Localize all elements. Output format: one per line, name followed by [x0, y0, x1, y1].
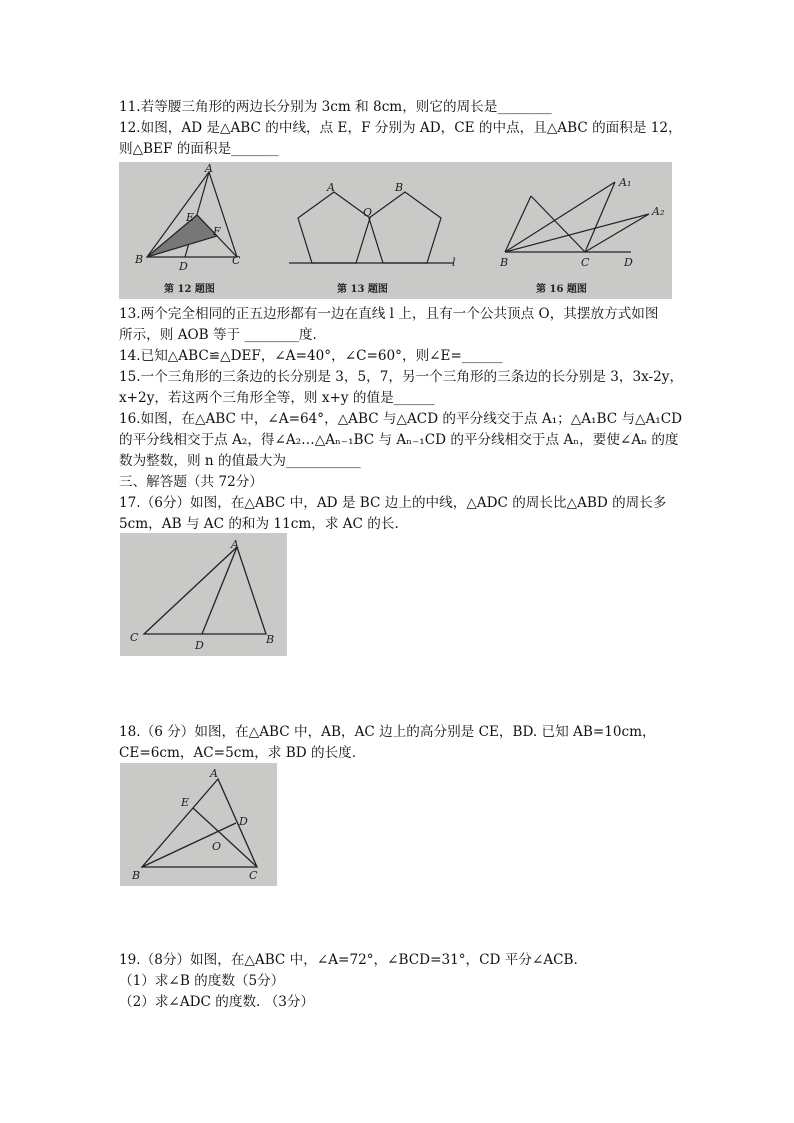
question-12-line-2: 则△BEF 的面积是_______ — [119, 141, 279, 157]
fig16-line-ba2 — [505, 214, 649, 252]
fig18-label-o: O — [212, 840, 222, 853]
caption-fig-12: 第 12 题图 — [164, 284, 215, 295]
question-18-line-2: CE=6cm，AC=5cm，求 BD 的长度. — [119, 745, 357, 761]
figure-18-svg — [120, 763, 277, 886]
question-14: 14.已知△ABC≌△DEF，∠A=40°，∠C=60°，则∠E=______ — [119, 348, 503, 364]
fig16-label-c: C — [581, 256, 590, 269]
figure-17 — [120, 533, 287, 656]
fig12-label-c: C — [232, 254, 241, 267]
fig17-label-a: A — [231, 538, 239, 551]
question-19-part-2: （2）求∠ADC 的度数. （3分） — [119, 994, 315, 1010]
fig16-label-a2: A₂ — [652, 205, 665, 218]
fig18-label-c: C — [249, 869, 258, 882]
fig13-pentagon-left — [298, 192, 373, 263]
question-17-line-2: 5cm，AB 与 AC 的和为 11cm，求 AC 的长. — [119, 516, 399, 532]
question-15-line-1: 15.一个三角形的三条边的长分别是 3，5，7，另一个三角形的三条边的长分别是 3，3x-2y， — [119, 369, 684, 385]
figure-strip-12-13-16 — [119, 162, 672, 299]
question-16-line-3: 数为整数，则 n 的值最大为___________ — [119, 453, 361, 469]
question-19-line-1: 19.（8分）如图，在△ABC 中，∠A=72°，∠BCD=31°，CD 平分∠ACB. — [119, 952, 578, 968]
fig18-label-b: B — [132, 869, 141, 882]
fig13-label-o: O — [363, 206, 373, 219]
question-17-line-1: 17.（6分）如图，在△ABC 中，AD 是 BC 边上的中线，△ADC 的周长比△ABD 的周长多 — [119, 495, 667, 511]
fig13-label-b: B — [395, 181, 404, 194]
figure-strip-svg — [119, 162, 672, 299]
question-19-part-1: （1）求∠B 的度数（5分） — [119, 973, 285, 989]
figure-17-svg — [120, 533, 287, 656]
fig12-label-a: A — [205, 162, 213, 175]
fig16-label-b: B — [500, 256, 509, 269]
fig17-label-b: B — [266, 633, 275, 646]
question-15-line-2: x+2y，若这两个三角形全等，则 x+y 的值是______ — [119, 390, 435, 406]
fig17-label-c: C — [130, 631, 139, 644]
fig13-label-a: A — [327, 181, 335, 194]
fig16-label-d: D — [624, 256, 633, 269]
question-11: 11.若等腰三角形的两边长分别为 3cm 和 8cm，则它的周长是________ — [119, 99, 552, 115]
section-heading-3: 三、解答题（共 72分） — [119, 474, 263, 490]
question-13-line-2: 所示，则 AOB 等于 ________度. — [119, 327, 317, 343]
fig12-label-d: D — [179, 260, 188, 273]
fig17-median-ad — [202, 547, 237, 634]
fig18-label-d: D — [239, 815, 248, 828]
fig12-label-f: F — [213, 225, 221, 238]
fig18-label-e: E — [181, 796, 190, 809]
fig12-shaded-bef — [147, 215, 217, 257]
fig18-label-a: A — [210, 767, 218, 780]
question-13-line-1: 13.两个完全相同的正五边形都有一边在直线 l 上，且有一个公共顶点 O，其摆放方式如图 — [119, 306, 659, 322]
fig16-label-a1: A₁ — [619, 176, 632, 189]
fig17-triangle-abc — [144, 547, 266, 634]
fig17-label-d: D — [195, 639, 204, 652]
fig18-altitude-bd — [142, 823, 236, 867]
caption-fig-16: 第 16 题图 — [536, 284, 587, 295]
figure-18 — [120, 763, 277, 886]
fig13-label-l: l — [452, 256, 456, 269]
question-18-line-1: 18.（6 分）如图，在△ABC 中，AB，AC 边上的高分别是 CE，BD. 已知 AB=10cm， — [119, 724, 656, 740]
question-16-line-1: 16.如图，在△ABC 中，∠A=64°，△ABC 与△ACD 的平分线交于点 A₁；△A₁BC 与△A₁CD — [119, 411, 683, 427]
fig13-pentagon-right — [369, 192, 441, 263]
question-16-line-2: 的平分线相交于点 A₂，得∠A₂…△Aₙ₋₁BC 与 Aₙ₋₁CD 的平分线相交于点 Aₙ，要使∠Aₙ 的度 — [119, 432, 679, 448]
caption-fig-13: 第 13 题图 — [337, 284, 388, 295]
question-12-line-1: 12.如图，AD 是△ABC 的中线，点 E，F 分别为 AD，CE 的中点，且△ABC 的面积是 12， — [119, 120, 682, 136]
fig16-line-ca2 — [585, 214, 649, 252]
fig12-label-b: B — [135, 253, 144, 266]
fig12-label-e: E — [186, 211, 195, 224]
fig16-line-ca1 — [585, 182, 615, 252]
